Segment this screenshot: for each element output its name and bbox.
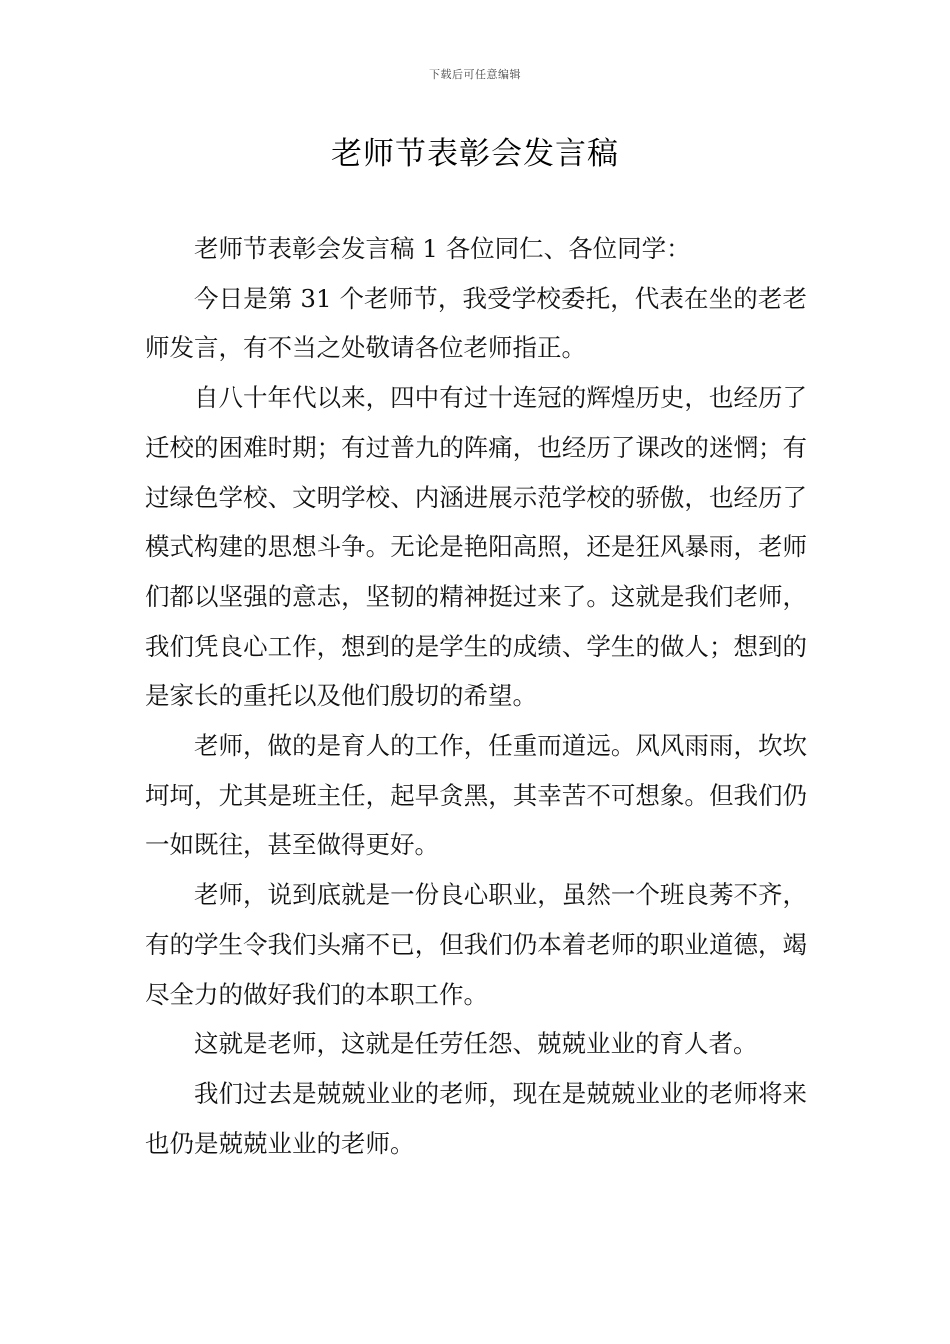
- paragraph-history: 自八十年代以来，四中有过十连冠的辉煌历史，也经历了迁校的困难时期；有过普九的阵痛，也经历了课改的迷惘；有过绿色学校、文明学校、内涵进展示范学校的骄傲，也经历了模式构建的思想斗争。无论是艳阳高照，还是狂风暴雨，老师们都以坚强的意志，坚韧的精神挺过来了。这就是我们老师，我们凭良心工作，想到的是学生的成绩、学生的做人；想到的是家长的重托以及他们殷切的希望。: [145, 383, 807, 711]
- paragraph-greeting: 老师节表彰会发言稿 1 各位同仁、各位同学：: [194, 234, 691, 263]
- header-note: 下载后可任意编辑: [429, 68, 521, 81]
- paragraph-work: 老师，做的是育人的工作，任重而道远。风风雨雨，坎坎坷坷，尤其是班主任，起早贪黑，其幸苦不可想象。但我们仍一如既往，甚至做得更好。: [145, 731, 807, 860]
- paragraph-intro: 今日是第 31 个老师节，我受学校委托，代表在坐的老老师发言，有不当之处敬请各位老师指正。: [145, 283, 807, 363]
- paragraph-conscience: 老师，说到底就是一份良心职业，虽然一个班良莠不齐，有的学生令我们头痛不已，但我们仍本着老师的职业道德，竭尽全力的做好我们的本职工作。: [145, 880, 807, 1009]
- paragraph-summary: 这就是老师，这就是任劳任怨、兢兢业业的育人者。: [194, 1029, 758, 1059]
- document-title: 老师节表彰会发言稿: [331, 136, 619, 172]
- paragraph-closing: 我们过去是兢兢业业的老师，现在是兢兢业业的老师将来也仍是兢兢业业的老师。: [145, 1078, 807, 1158]
- document-body: [145, 224, 807, 1168]
